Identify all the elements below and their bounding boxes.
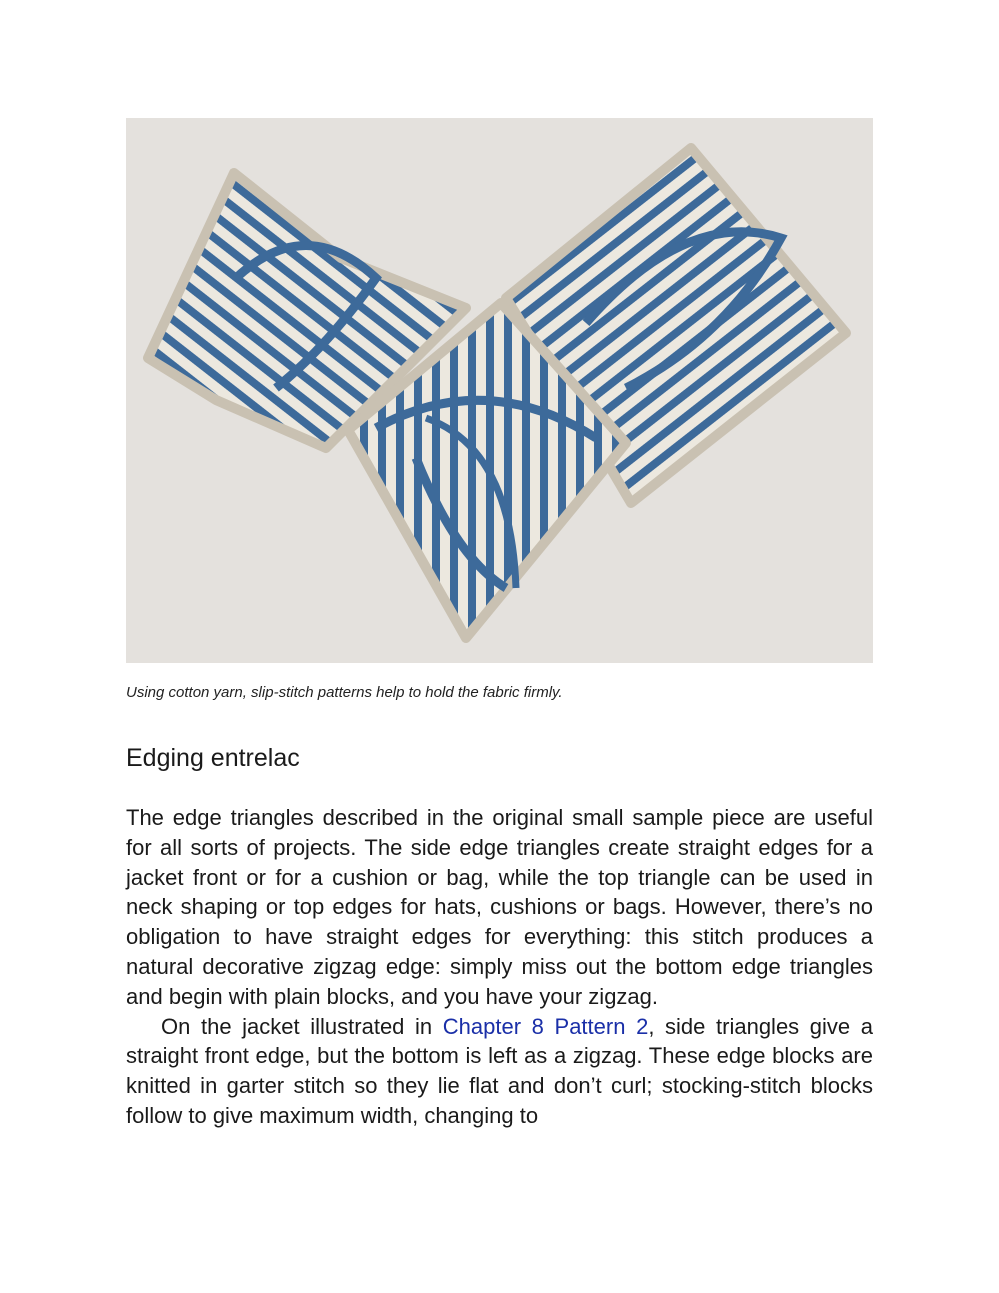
paragraph-1: The edge triangles described in the original small sample piece are useful for all sorts of projects. The side edge triangles create straight edges for a jacket front or for a cushion or bag, while the top triangle can be used in neck shaping or top edges for hats, cushions or bags. However, there’s no obligation to have straight edges for everything: this stitch produces a natural decorative zigzag edge: simply miss out the bottom edge triangles and begin with plain blocks, and you have your zigzag. xyxy=(126,805,873,1009)
figure-caption: Using cotton yarn, slip-stitch patterns help to hold the fabric firmly. xyxy=(126,684,563,701)
paragraph-2 xyxy=(126,1012,873,1131)
knitted-sample-photo xyxy=(126,118,873,663)
body-text xyxy=(126,803,873,1131)
chapter-8-pattern-2-link[interactable]: Chapter 8 Pattern 2 xyxy=(442,1013,649,1039)
section-heading: Edging entrelac xyxy=(126,744,300,772)
paragraph-2-start: On the jacket illustrated in xyxy=(161,1013,443,1039)
paragraph-2-rest: , side triangles give a straight front edge, but the bottom is left as a zigzag. These edge blocks are knitted in garter stitch so they lie flat and don’t curl; stocking-stitch blocks follow to give maximum width, changing to xyxy=(126,1013,874,1128)
knitted-sample-illustration xyxy=(126,118,873,663)
